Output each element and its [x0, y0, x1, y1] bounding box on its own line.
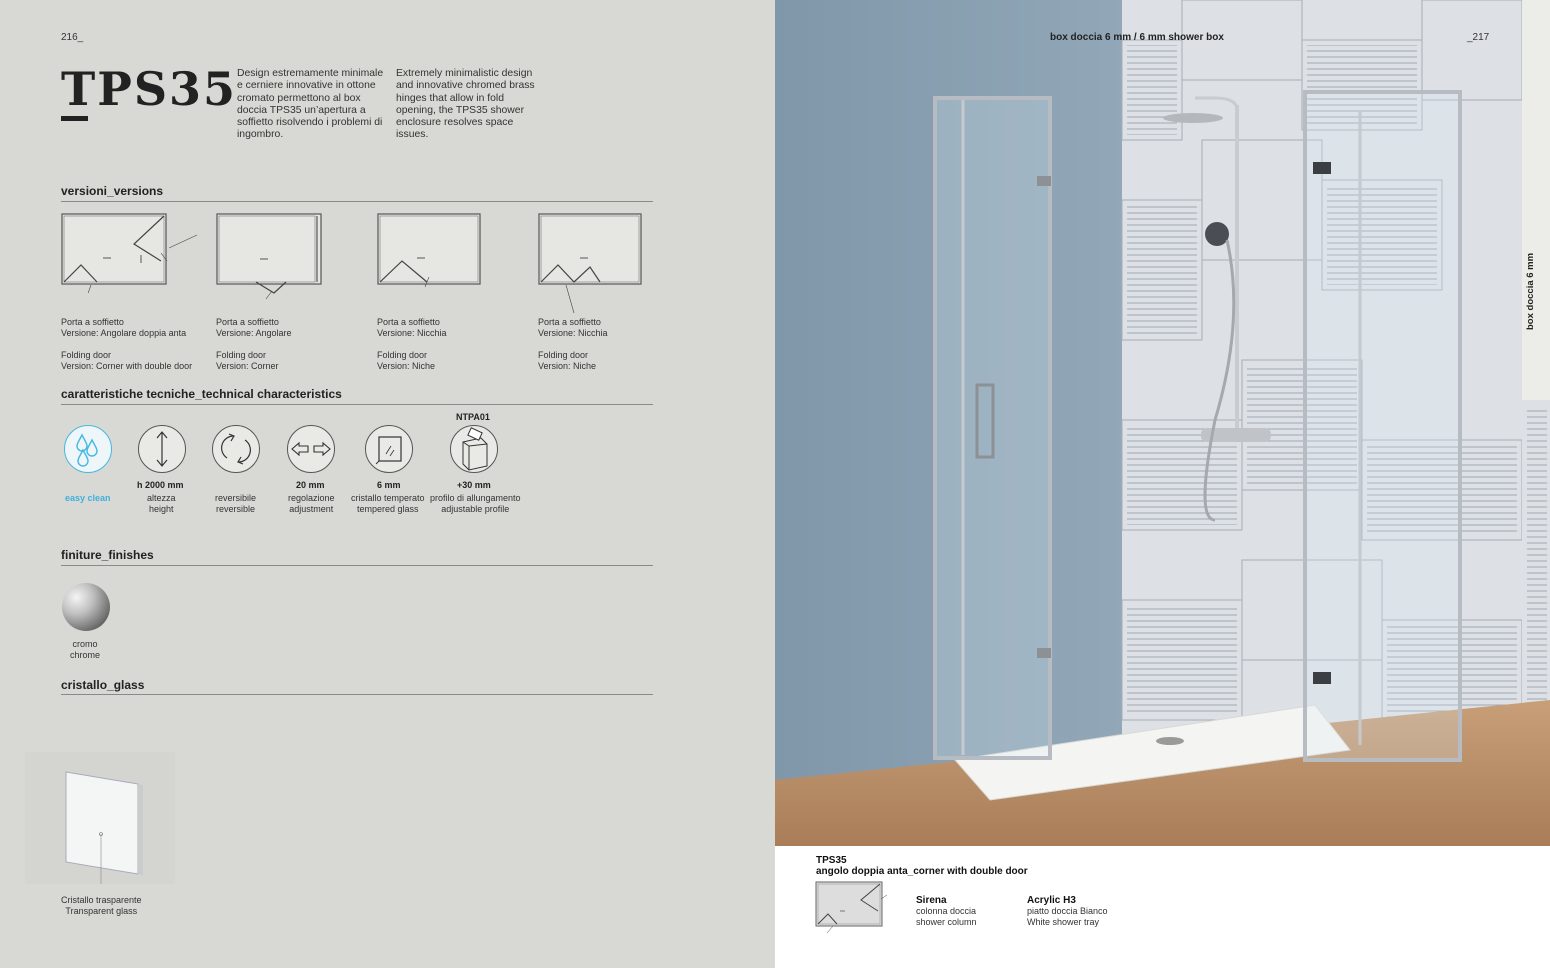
version-diagram-icon — [61, 213, 201, 293]
floor-plan-icon — [815, 881, 887, 933]
version-label: Folding door — [216, 349, 267, 360]
glass-label-en: Transparent glass — [65, 906, 138, 916]
glass-caption — [61, 895, 142, 917]
water-drops-icon — [64, 425, 112, 473]
title-underline — [61, 116, 88, 121]
version-label: Versione: Nicchia — [538, 328, 608, 339]
spec-label-it: reversibile — [215, 493, 257, 503]
tempered-glass-label — [351, 493, 425, 515]
accessory-line-en: shower column — [916, 917, 977, 927]
section-rule — [61, 404, 653, 405]
version-label: Porta a soffietto — [61, 317, 124, 327]
tempered-glass-icon — [365, 425, 413, 473]
reversible-arrows-icon — [212, 425, 260, 473]
version-label: Folding door — [377, 349, 428, 360]
spec-label-it: regolazione — [288, 493, 335, 503]
spec-extension-profile — [426, 425, 522, 473]
spec-tempered-glass — [341, 425, 437, 473]
glass-thickness-value: 6 mm — [377, 480, 401, 490]
height-arrow-icon — [138, 425, 186, 473]
right-page — [775, 0, 1550, 968]
accessory-line-it: colonna doccia — [916, 906, 977, 916]
version-label: Version: Corner with double door — [61, 361, 193, 372]
version-label: Version: Niche — [538, 361, 597, 372]
version-label: Porta a soffietto — [216, 317, 279, 327]
product-title: TPS35 — [61, 62, 238, 116]
version-label: Versione: Angolare doppia anta — [61, 328, 187, 339]
side-tab-text: box doccia 6 mm — [1525, 252, 1536, 330]
version-label: Folding door — [61, 349, 112, 360]
caption-title: TPS35 — [816, 855, 847, 866]
chrome-swatch — [62, 583, 110, 631]
extension-profile-icon — [450, 425, 498, 473]
section-glass-heading: cristallo_glass — [61, 678, 145, 692]
version-corner — [216, 213, 366, 303]
adjustment-arrows-icon — [287, 425, 335, 473]
spec-label-it: profilo di allungamento — [430, 493, 521, 503]
spec-label-en: height — [149, 504, 174, 514]
spec-label-it: altezza — [147, 493, 176, 503]
page-number-left: 216_ — [61, 32, 84, 43]
version-diagram-icon — [377, 213, 517, 293]
caption-plan-diagram — [815, 881, 887, 938]
section-technical-heading: caratteristiche tecniche_technical characteristics — [61, 387, 342, 401]
version-label: Version: Corner — [216, 361, 279, 372]
glass-label-it: Cristallo trasparente — [61, 895, 142, 905]
version-2-text — [216, 317, 292, 373]
section-versions-heading: versioni_versions — [61, 184, 164, 198]
shower-photo — [775, 0, 1550, 846]
version-corner-double-door — [61, 213, 211, 293]
height-label — [147, 493, 176, 515]
accessory-line-it: piatto doccia Bianco — [1027, 906, 1108, 916]
extension-value: +30 mm — [457, 480, 491, 490]
version-label: Versione: Nicchia — [377, 328, 447, 339]
version-label: Versione: Angolare — [216, 328, 292, 339]
spec-label-en: reversible — [216, 504, 256, 514]
reversible-label — [215, 493, 256, 515]
section-finishes-heading: finiture_finishes — [61, 548, 154, 562]
version-label: Porta a soffietto — [538, 317, 601, 327]
version-diagram-icon — [538, 213, 678, 323]
version-4-text — [538, 317, 608, 373]
photo-caption — [816, 855, 1028, 877]
version-label: Porta a soffietto — [377, 317, 440, 327]
side-tab — [1522, 0, 1550, 400]
version-niche-b — [538, 213, 688, 323]
spec-label-en: adjustment — [289, 504, 334, 514]
side-tab-label — [1523, 250, 1543, 340]
section-rule — [61, 565, 653, 566]
intro-english: Extremely minimalistic design and innovative chromed brass hinges that allow in fold opening, the TPS35 shower enclosure resolves space issues. — [396, 68, 535, 141]
accessory-line-en: White shower tray — [1027, 917, 1100, 927]
version-diagram-icon — [216, 213, 356, 303]
finish-label-it: cromo — [72, 639, 98, 649]
easy-clean-label: easy clean — [65, 493, 111, 503]
accessory-acrylic-h3 — [1027, 895, 1108, 928]
version-3-text — [377, 317, 447, 373]
spec-label-en: tempered glass — [356, 504, 419, 514]
caption-subtitle: angolo doppia anta_corner with double door — [816, 866, 1028, 877]
page-header-right: box doccia 6 mm / 6 mm shower box — [1050, 32, 1224, 43]
finish-caption — [70, 639, 100, 661]
extension-label — [430, 493, 521, 515]
version-1-text — [61, 317, 192, 373]
intro-italian: Design estremamente minimale e cerniere innovative in ottone cromato permettono al box doccia TPS35 un’apertura a soffietto risolvendo i problemi di ingombro. — [237, 68, 384, 141]
accessory-name: Sirena — [916, 895, 947, 906]
section-rule — [61, 201, 653, 202]
adjustment-label — [288, 493, 335, 515]
glass-sample-image — [25, 752, 175, 884]
extension-code: NTPA01 — [456, 412, 490, 422]
section-rule — [61, 694, 653, 695]
accessory-sirena — [916, 895, 977, 928]
height-value: h 2000 mm — [137, 480, 184, 490]
spec-label-it: cristallo temperato — [351, 493, 425, 503]
page-number-right: _217 — [1467, 32, 1490, 43]
finish-label-en: chrome — [70, 650, 101, 660]
adjustment-value: 20 mm — [296, 480, 325, 490]
version-label: Folding door — [538, 349, 589, 360]
spec-label-en: adjustable profile — [441, 504, 510, 514]
version-label: Version: Niche — [377, 361, 436, 372]
accessory-name: Acrylic H3 — [1027, 895, 1076, 906]
version-niche-a — [377, 213, 527, 293]
